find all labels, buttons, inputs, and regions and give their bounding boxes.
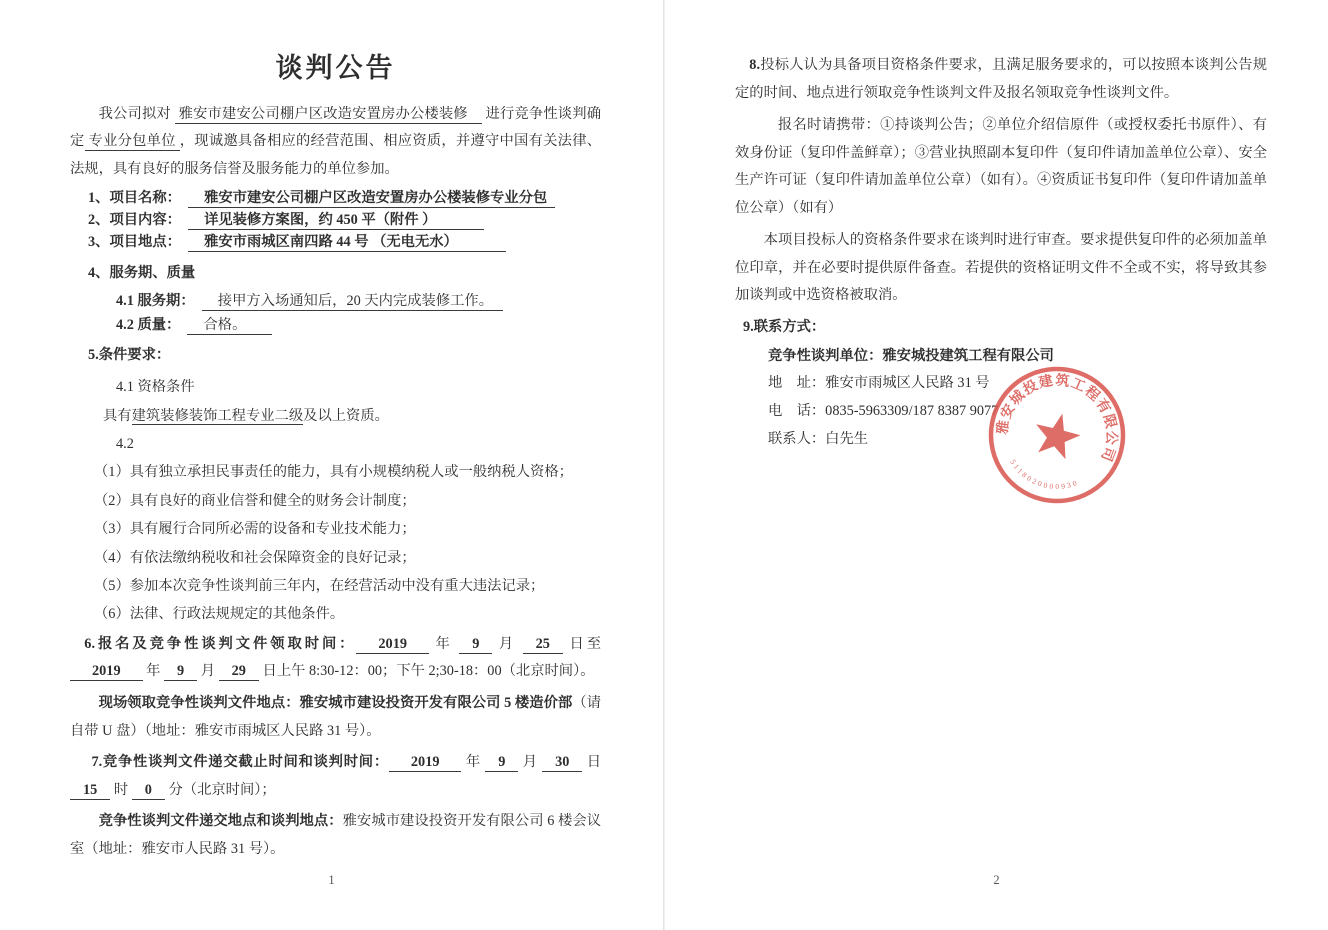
conditions-heading: 5.条件要求： [88, 347, 171, 364]
clause8-paragraph [735, 52, 1267, 107]
deadline-label: 7.竞争性谈判文件递交截止时间和谈判时间： [91, 754, 389, 771]
submit-place-rest: 雅安城市建设投资开发有限公司 6 楼会议室（地址：雅安市人民路 31 号）。 [70, 813, 602, 858]
submit-place-bold: 竞争性谈判文件递交地点和谈判地点： [98, 813, 343, 830]
sep-text: 日至 [562, 635, 601, 652]
sep-text: 月 [492, 635, 523, 652]
contact-unit-line: 竞争性谈判单位：雅安城投建筑工程有限公司 [768, 347, 1054, 364]
project-name-value: 雅安市建安公司棚户区改造安置房办公楼装修专业分包 [188, 190, 555, 208]
intro-paragraph [70, 101, 601, 183]
deadline-day: 30 [542, 754, 582, 772]
carry-requirements-paragraph: 报名时请携带：①持谈判公告；②单位介绍信原件（或授权委托书原件）、有效身份证（复印件盖鲜章）；③营业执照副本复印件（复印件请加盖单位公章）、安全生产许可证（复印件请加盖单位公章）（如有）。④资质证书复印件（复印件请加盖单位公章）（如有） [735, 117, 1267, 216]
page-2-number: 2 [993, 873, 1000, 887]
qualification-line [103, 402, 601, 430]
registration-year2: 2019 [70, 663, 143, 681]
service-period-value: 接甲方入场通知后，20 天内完成装修工作。 [202, 293, 503, 311]
registration-day2: 29 [219, 663, 259, 681]
pickup-place-rest: （请自带 U 盘）（地址：雅安市雨城区人民路 31 号）。 [70, 695, 602, 739]
service-period-line [116, 289, 601, 314]
service-quality-value: 合格。 [187, 317, 272, 335]
qualification-subheading: 4.1 资格条件 [116, 379, 195, 396]
condition-item-2: （2）具有良好的商业信誉和健全的财务会计制度； [94, 492, 416, 509]
seal-group [984, 362, 1130, 508]
intro-unit-underlined: 专业分包单位 [85, 133, 180, 151]
condition-item-5: （5）参加本次竞争性谈判前三年内，在经营活动中没有重大违法记录； [94, 578, 545, 595]
review-paragraph: 本项目投标人的资格条件要求在谈判时进行审查。要求提供复印件的必须加盖单位印章，并在必要时提供原件备查。若提供的资格证明文件不全或不实，将导致其参加谈判或中选资格被取消。 [735, 232, 1267, 303]
service-quality-label: 4.2 质量： [116, 317, 174, 334]
intro-rest: ，现诚邀具备相应的经营范围、相应资质，并遵守中国有关法律、法规，具有良好的服务信誉及服务能力的单位参加。 [70, 133, 602, 177]
registration-year1: 2019 [356, 636, 429, 654]
seal-serial-textpath: 5118020000930 [1008, 457, 1081, 492]
pickup-place-paragraph [70, 690, 601, 745]
qualification-pre: 具有 [103, 407, 132, 424]
sep-text: 月 [518, 754, 543, 771]
deadline-minute: 0 [132, 782, 165, 800]
page-2 [664, 0, 1328, 930]
deadline-year: 2019 [389, 754, 462, 772]
registration-month1: 9 [459, 636, 492, 654]
company-seal-stamp [984, 362, 1130, 508]
condition-item-6: （6）法律、行政法规规定的其他条件。 [94, 606, 345, 623]
submit-place-paragraph [70, 808, 601, 863]
seal-company-textpath: 雅安城投建筑工程有限公司 [995, 373, 1119, 465]
registration-month2: 9 [164, 663, 197, 681]
qualification-required-underlined: 建筑装修装饰工程专业二级 [131, 407, 304, 424]
project-content-label: 2、项目内容： [88, 212, 174, 229]
sep-text: 年 [142, 663, 165, 680]
sep-text: 月 [197, 663, 219, 680]
star-icon [1030, 408, 1085, 461]
registration-time-label: 6.报名及竞争性谈判文件领取时间： [84, 635, 357, 652]
pickup-place-bold: 现场领取竞争性谈判文件地点：雅安城市建设投资开发有限公司 5 楼造价部 [98, 695, 573, 712]
page-1-content [0, 0, 663, 930]
clause8-text: 投标人认为具备项目资格条件要求，且满足服务要求的，可以按照本谈判公告规定的时间、地点进行领取竞争性谈判文件及报名领取竞争性谈判文件。 [735, 57, 1267, 101]
seal-serial-text [1004, 456, 1083, 497]
contact-address-line: 地 址：雅安市雨城区人民路 31 号 [768, 375, 990, 392]
contact-phone-line: 电 话：0835-5963309/187 8387 9077 [768, 402, 999, 419]
deadline-month: 9 [485, 754, 518, 772]
intro-project-underlined: 雅安市建安公司棚户区改造安置房办公楼装修 [175, 106, 482, 124]
service-quality-line [116, 313, 601, 338]
project-content-line [88, 210, 601, 232]
project-location-label: 3、项目地点： [88, 233, 174, 250]
contact-person-line: 联系人：白先生 [768, 430, 869, 447]
deadline-tail: 分（北京时间）； [164, 781, 276, 798]
sep-text: 时 [110, 781, 132, 798]
registration-tail: 日上午 8:30-12：00；下午 2;30-18：00（北京时间）。 [258, 663, 595, 680]
condition-item-1: （1）具有独立承担民事责任的能力，具有小规模纳税人或一般纳税人资格； [94, 464, 573, 481]
contact-heading: 9.联系方式： [743, 318, 826, 335]
sep-text: 日 [582, 754, 602, 771]
page-title: 谈判公告 [275, 53, 396, 83]
intro-pre: 我公司拟对 [98, 106, 175, 122]
deadline-hour: 15 [70, 782, 110, 800]
project-name-line [88, 188, 601, 210]
qualification-post: 及以上资质。 [303, 407, 389, 424]
condition-item-3: （3）具有履行合同所必需的设备和专业技术能力； [94, 521, 416, 538]
sep-text: 年 [429, 635, 460, 652]
sub-42-heading: 4.2 [116, 436, 134, 453]
project-location-value: 雅安市雨城区南四路 44 号 （无电无水） [188, 234, 506, 252]
service-period-label: 4.1 服务期： [116, 292, 188, 309]
page-1-number: 1 [328, 873, 335, 887]
registration-day1: 25 [523, 636, 563, 654]
project-name-label: 1、项目名称： [88, 190, 174, 207]
sep-text: 年 [461, 754, 486, 771]
deadline-paragraph [70, 749, 601, 804]
registration-time-paragraph [70, 631, 601, 686]
project-content-value: 详见装修方案图，约 450 平（附件 ） [188, 212, 484, 230]
intro-mid: 进行竞争性谈判确定 [70, 106, 602, 150]
project-location-line [88, 232, 601, 254]
condition-item-4: （4）有依法缴纳税收和社会保障资金的良好记录； [94, 549, 416, 566]
service-heading: 4、服务期、质量 [88, 264, 196, 281]
clause8-number: 8. [749, 57, 761, 73]
